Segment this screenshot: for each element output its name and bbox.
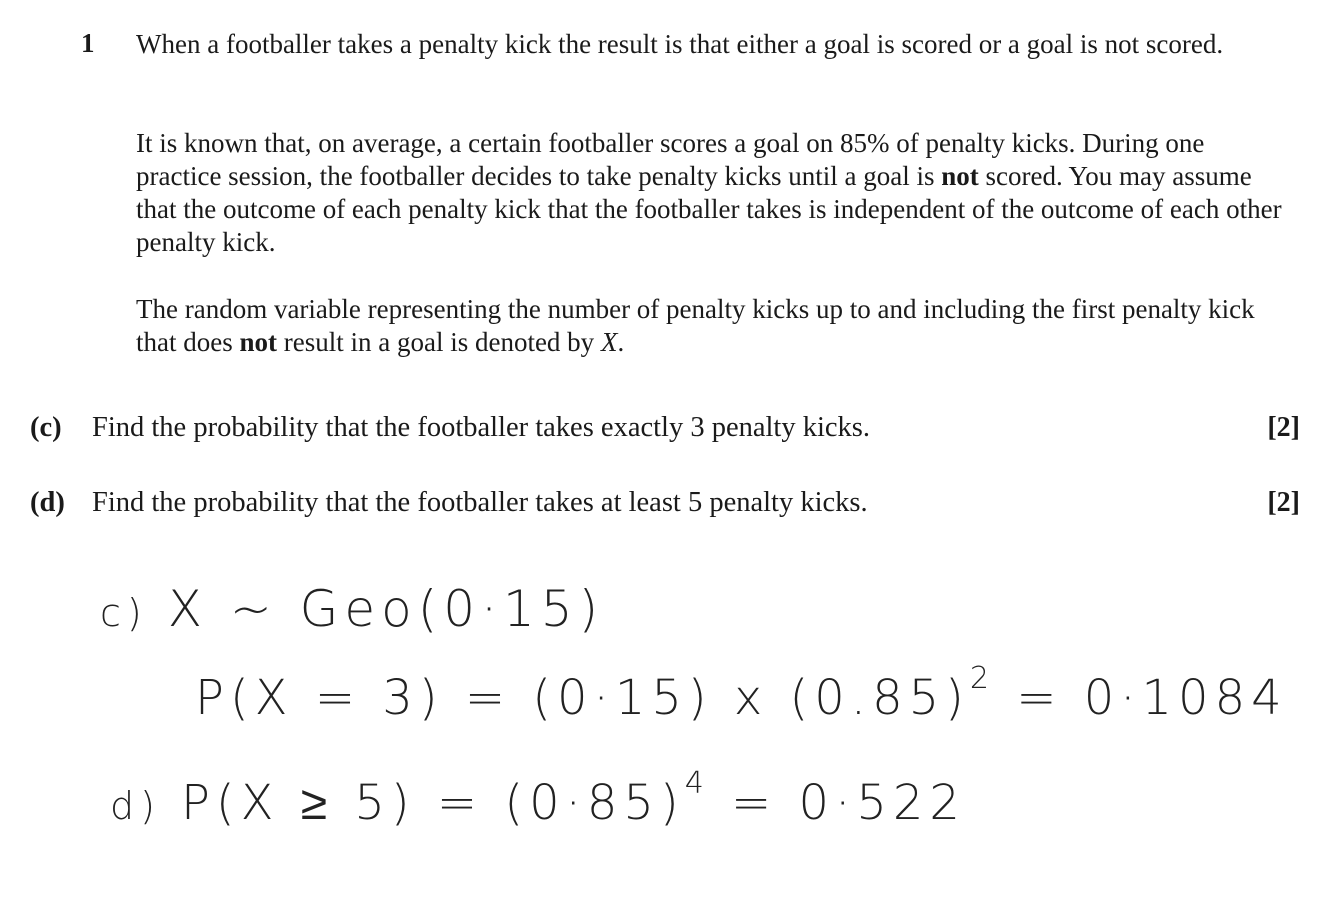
part-d-label: (d) — [30, 487, 65, 518]
handwritten-label-c: c) — [100, 591, 148, 635]
question-variable-definition — [136, 293, 1286, 359]
answer-d-result: = 0·522 — [709, 775, 966, 831]
part-d — [30, 487, 868, 519]
part-c-marks: [2] — [1267, 412, 1300, 443]
handwritten-distribution-text: X ~ Geo(0·15) — [167, 580, 605, 638]
context-text-b: scored. You may assume that the outcome of each penalty kick that the footballer takes is independent of the outcome of each other penalty kick. — [136, 161, 1282, 257]
part-c-text: Find the probability that the footballer takes exactly 3 penalty kicks. — [92, 412, 871, 443]
answer-c-expression: P(X = 3) = (0·15) x (0.85) — [195, 670, 970, 726]
answer-d-expression: P(X ≥ 5) = (0·85) — [180, 775, 685, 831]
definition-emphasis: not — [239, 327, 277, 357]
definition-text-b: result in a goal is denoted by — [277, 327, 601, 357]
part-c — [30, 412, 870, 444]
part-c-label: (c) — [30, 412, 62, 443]
definition-end: . — [617, 327, 625, 357]
answer-d-exponent: 4 — [684, 766, 710, 801]
answer-c-exponent: 2 — [969, 661, 995, 696]
part-d-marks: [2] — [1267, 487, 1300, 518]
handwritten-label-d: d) — [110, 784, 161, 828]
question-number: 1 — [81, 28, 95, 58]
question-context — [136, 127, 1286, 259]
handwritten-distribution — [100, 580, 604, 638]
answer-c-result: = 0·1084 — [994, 670, 1288, 726]
context-text-a: It is known that, on average, a certain footballer scores a goal on 85% of penalty kicks. During one practice session, the footballer decides to take penalty kicks until a goal is — [136, 128, 1205, 191]
part-d-text: Find the probability that the footballer takes at least 5 penalty kicks. — [92, 487, 868, 518]
definition-text-a: The random variable representing the number of penalty kicks up to and including the first penalty kick that does — [136, 294, 1255, 357]
random-variable: X — [600, 327, 618, 357]
question-intro: When a footballer takes a penalty kick the result is that either a goal is scored or a goal is not scored. — [136, 29, 1224, 59]
handwritten-answer-c — [195, 661, 1288, 726]
context-emphasis: not — [941, 161, 979, 191]
handwritten-answer-d — [110, 766, 966, 831]
